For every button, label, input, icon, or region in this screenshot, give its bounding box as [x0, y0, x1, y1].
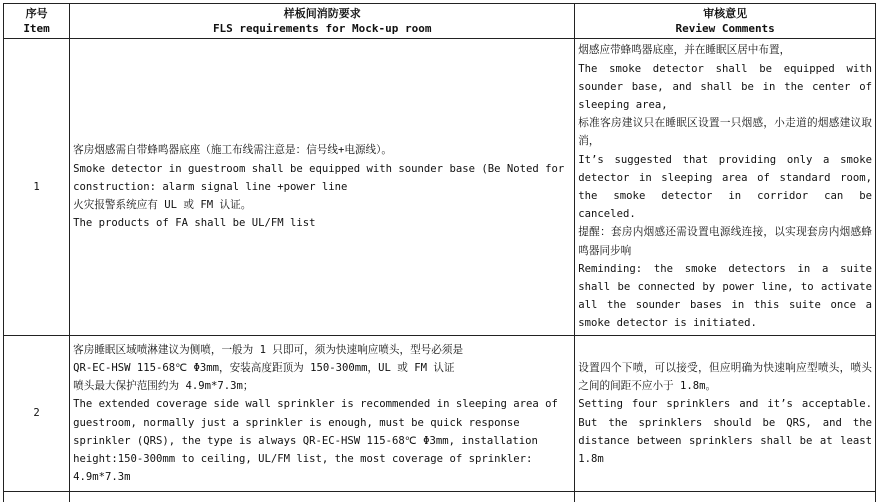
- comment-line: 设置四个下喷，可以接受，但应明确为快速响应型喷头，喷头之间的间距不应小于 1.8m。: [578, 359, 872, 395]
- header-review-comments: 审核意见 Review Comments: [575, 4, 876, 39]
- table-header-row: [4, 4, 876, 39]
- requirement-line: 客房睡眠区域喷淋建议为侧喷，一般为 1 只即可，须为快速响应喷头，型号必须是: [73, 341, 571, 359]
- table-row: [4, 39, 876, 336]
- row-number: 2: [4, 336, 70, 492]
- comment-line: 标准客房建议只在睡眠区设置一只烟感，小走道的烟感建议取消，: [578, 114, 872, 150]
- requirement-line: 客房烟感需自带蜂鸣器底座（施工布线需注意是：信号线+电源线）。: [73, 141, 571, 159]
- comment-line: 提醒：套房内烟感还需设置电源线连接，以实现套房内烟感蜂鸣器同步响: [578, 223, 872, 259]
- requirement-line: The products of FA shall be UL/FM list: [73, 214, 571, 232]
- comment-line: 烟感应带蜂鸣器底座，并在睡眠区居中布置，: [578, 41, 872, 59]
- requirement-line: 喷头最大保护范围约为 4.9m*7.3m；: [73, 377, 571, 395]
- comments-cell: [575, 336, 876, 492]
- requirement-line: QR-EC-HSW 115-68℃ Φ3mm，安装高度距顶为 150-300mm，UL 或 FM 认证: [73, 359, 571, 377]
- requirements-cell: [70, 39, 575, 336]
- row-number: 1: [4, 39, 70, 336]
- table-row: [4, 336, 876, 492]
- comment-line: It’s suggested that providing only a smoke detector in sleeping area of standard room, the smoke detector in corridor can be canceled.: [578, 151, 872, 224]
- requirement-line: The extended coverage side wall sprinkler is recommended in sleeping area of guestroom, normally just a sprinkler is enough, must be quick response sprinkler (QRS), the type is always QR-EC-HSW 115-68℃ Φ3mm, installation height:150-300mm to ceiling, UL/FM list, the most coverage of sprinkler: 4.9m*7.3m: [73, 395, 571, 486]
- requirement-line: Smoke detector in guestroom shall be equipped with sounder base (Be Noted for construction: alarm signal line +power line: [73, 160, 571, 196]
- comment-line: Reminding: the smoke detectors in a suite shall be connected by power line, to activate all the sounder bases in this suite once a smoke detector is initiated.: [578, 260, 872, 333]
- comment-line: The smoke detector shall be equipped with sounder base, and shall be in the center of sleeping area,: [578, 60, 872, 115]
- review-table: [3, 3, 876, 502]
- comment-line: Setting four sprinklers and it’s acceptable. But the sprinklers should be QRS, and the distance between sprinklers shall be at least 1.8m: [578, 395, 872, 468]
- requirement-line: 火灾报警系统应有 UL 或 FM 认证。: [73, 196, 571, 214]
- comments-cell: [575, 39, 876, 336]
- header-item: 序号 Item: [4, 4, 70, 39]
- header-requirements: 样板间消防要求 FLS requirements for Mock-up room: [70, 4, 575, 39]
- table-row-partial: [4, 492, 876, 502]
- requirements-cell: [70, 336, 575, 492]
